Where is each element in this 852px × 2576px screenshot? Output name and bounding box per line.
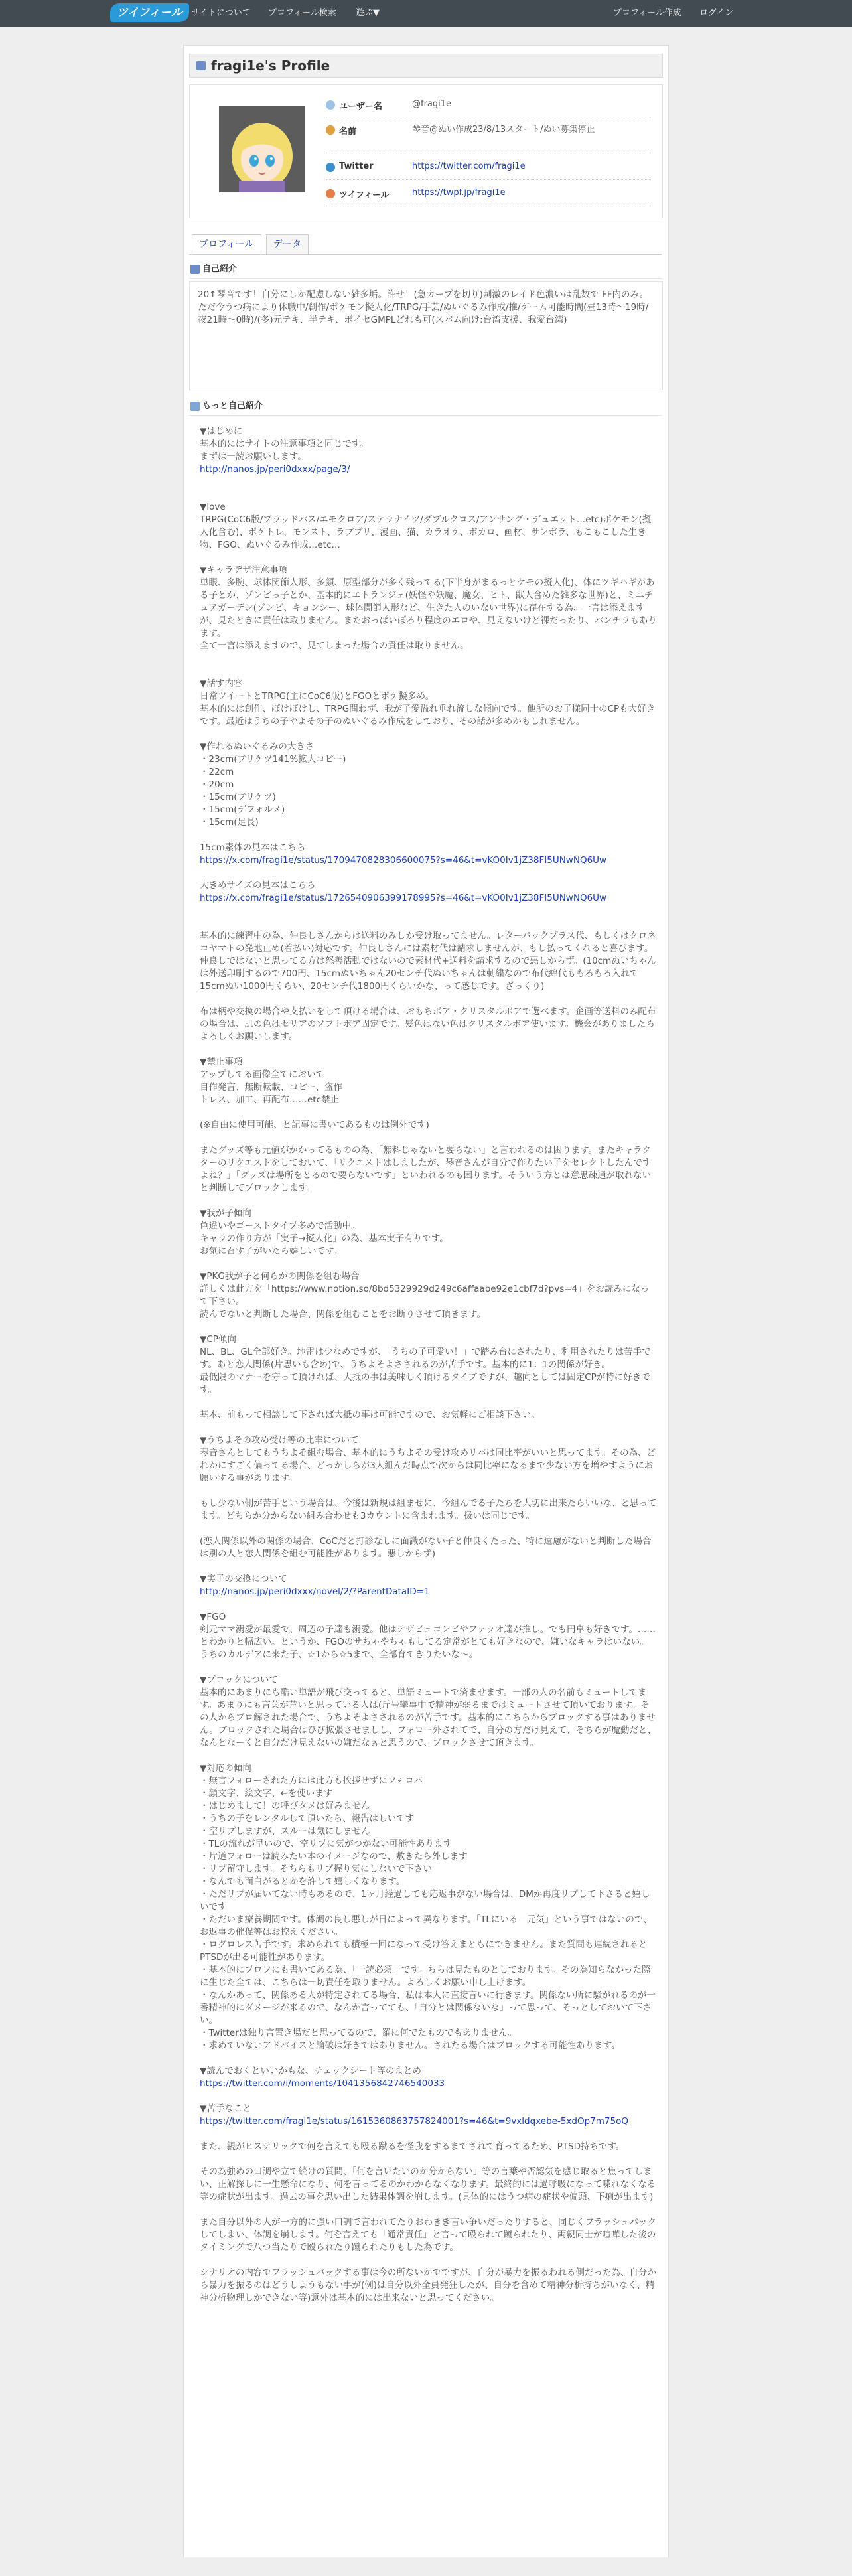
more-bio-line [200, 1485, 658, 1497]
more-bio-line [200, 552, 658, 564]
more-bio-line: ▼ブロックについて [200, 1675, 278, 1685]
more-bio-line [200, 1321, 658, 1333]
more-bio-line: 15cm素体の見本はこちら [200, 842, 306, 853]
more-bio-line: お気に召す子がいたら嬉しいです。 [200, 1246, 342, 1256]
more-bio-line: 日常ツイートとTRPG(主にCoC6版)とFGOとポケ擬多め。 [200, 691, 435, 702]
user-icon [326, 100, 335, 110]
more-bio-line: 基本的には創作、ぼけぼけし、TRPG問わず、我が子愛溢れ垂れ流しな傾向です。他所のお子様同士のCPも大好きです。最近はうちの子やよその子のぬいぐるみ作成をしており、その話が多めかもしれません。 [200, 704, 656, 727]
more-bio-line: 基本、前もって相談して下されば大抵の事は可能ですので、お気軽にご相談下さい。 [200, 1410, 540, 1420]
profile-summary-box [189, 84, 663, 218]
more-bio-line: ・求めていないアドバイスと論破は好きではありません。されたる場合はブロックする可能性あります。 [200, 2040, 620, 2051]
more-bio-line [200, 2204, 658, 2216]
more-bio-line: 剣元ママ溺愛が最愛で、周辺の子達も溺愛。他はテザビュコンビやファラオ達が推し。でも円卓も好きです。……とわかりと幅広い。というか、FGOのサちゃやちゃもしてる定常がとても好きなので、嫌いなキャラはいない。 [200, 1624, 656, 1647]
more-bio-line: ・基本的にプロフにも書いてある為、「一読必須」です。ちらは見たものとしております。その為知らなかった際に生じた全ては、こちらは一切責任を取りません。よろしくお願い申し上げます。 [200, 1965, 651, 1988]
more-bio-line: (※自由に使用可能、と記事に書いてあるものは例外です) [200, 1120, 429, 1130]
more-bio-line [200, 917, 658, 930]
nav-about-link[interactable]: サイトについて [191, 8, 251, 18]
more-bio-line: ▼うちよその攻め受け等の比率について [200, 1435, 359, 1446]
more-bio-line: ・15cm(足長) [200, 817, 259, 828]
page-header [189, 54, 663, 78]
more-bio-line [200, 1422, 658, 1434]
more-bio-line: 色違いやゴーストタイプ多めで活動中。 [200, 1221, 360, 1231]
more-bio-line: 基本的にあまりにも酷い単語が飛び交ってると、単語ミュートで済ませます。一部の人の名前もミュートしてます。あまりにも言葉が荒いと思っている人は(斤号攣事中で精神が弱るまではミュートさせて頂いております。その人からブロ解された場合で、うちよそよさされるのが苦手です。基本的にこちらからブロックする事はありません。ブロックされた場合はひび拡張させましし、フォロー外されてで、自分の方だけ見えて、そちらが魔動だと、なんとなーくと自分だけ見えないの嫌だなぁと思うので、ブロックさせて頂きます。 [200, 1687, 656, 1748]
more-bio-line: ▼我が子傾向 [200, 1208, 251, 1219]
more-bio-line: ▼苦手なこと [200, 2103, 251, 2114]
more-bio-link[interactable]: https://twitter.com/i/moments/1041356842746540033 [200, 2078, 445, 2089]
more-bio-line: ・ただいま療養期間です。体調の良し悪しが日によって異なります。「TLにいる＝元気」という事ではないので、お返事の催促等はお控えください。 [200, 1914, 652, 1937]
more-bio-line: まずは一読お願いします。 [200, 451, 307, 462]
more-bio-link[interactable]: https://x.com/fragi1e/status/1709470828306600075?s=46&t=vKO0Iv1jZ38FI5UNwNQ6Uw [200, 855, 607, 866]
nav-profile-search-link[interactable]: プロフィール検索 [268, 8, 336, 18]
twpf-link[interactable]: https://twpf.jp/fragi1e [412, 188, 506, 198]
more-bio-line: またグッズ等も元値がかかってるものの為、「無料じゃないと要らない」と言われるのは困ります。またキャラクターのリクエストをしておいて、「リクエストはしましたが、琴音さんが自分で作りたい子をセレクトしたんですよね？」「グッズは場所をとるので要らないです」といわれるのも困ります。そういう方とは意思疎通が取れないと判断してブロックします。 [200, 1145, 652, 1193]
more-bio-line: ▼話す内容 [200, 678, 243, 689]
profile-page-container [183, 45, 669, 2557]
more-bio-line: ・リプ留守します。そちらもリプ握り気にしないで下さい [200, 1864, 432, 1874]
more-bio-line: ・TLの流れが早いので、空リプに気がつかない可能性あります [200, 1839, 452, 1849]
more-bio-line: 単眼、多腕、球体関節人形、多顔、原型部分が多く残ってる(下半身がまるっとケモの擬人化)、体にツギハギがある子とか、ゾンビっ子とか、基本的にエトランジェ(妖怪や妖魔、魔女、ヒト、獣人含めた雑多な世界)と、ミニチュアガーデン(ゾンビ、キョンシー、球体関節人形など、生きた人のいない世界)に存在する為、一言は添えますが、見たときに責任は取りません。またおっぱいぽろり程度のエロや、見えないけど裸だったり、パンチラもあります。 [200, 577, 658, 639]
profile-row-twpf [326, 182, 651, 206]
profile-key-username: ユーザー名 [339, 102, 383, 112]
profile-key-twpf: ツイフィール [339, 190, 390, 200]
more-bio-line [200, 1106, 658, 1119]
bio-text: 20↑琴音です！自分にしか配慮しない雑多垢。許せ！(急カープを切り)刺激のレイド色濃いは乱数で FF内のみ。ただ今うつ病により休職中/創作/ポケモン擬人化/TRPG/手芸/ぬいぐるみ作成/推/ゲーム可能時間(昼13時〜19時/夜21時〜0時)/(多)元テキ、半テキ、ボイセGMPLどれも可(スパム向け:台湾支援、我愛台湾) [198, 289, 649, 325]
more-bio-line: キャラの作り方が「実子→擬人化」の為、基本実子有りです。 [200, 1233, 449, 1244]
more-bio-line: もし少ない側が苦手という場合は、今後は新規は組ませに、今組んでる子たちを大切に出来たらいいな、と思ってます。どちらか分からない組み合わせも3カウントに含まれます。扱いは同じです。 [200, 1498, 657, 1521]
more-bio-line: 琴音さんとしてもうちよそ組む場合、基本的にうちよその受け攻めリバは同比率がいいと思ってます。その為、どれかにすごく偏ってる場合、どっかしらが3人組んだ時点で次からは同比率になるまで少ない方を増やすようにお願いする事があります。 [200, 1448, 656, 1483]
profile-key-twitter: Twitter [339, 161, 374, 171]
bio-box [189, 281, 663, 390]
more-bio-line: ・ログロレス苦手です。求められても積極一回になって受け答えまともにできません。また質問も連続されるとPTSDが出る可能性があります。 [200, 1939, 648, 1963]
more-bio-line [200, 1750, 658, 1762]
more-bio-line: ・なんでも面白がるとかを許して嬉しくなります。 [200, 1876, 405, 1887]
more-bio-line [200, 489, 658, 501]
bio-section-title: 自己紹介 [202, 264, 238, 274]
more-bio-line [200, 867, 658, 879]
more-bio-line: ▼キャラデザ注意事項 [200, 565, 287, 575]
more-bio-line: 基本的に練習中の為、仲良しさんからは送料のみしか受け取ってません。レターパックプラス代、もしくはクロネコヤマトの発地止め(着払い)対応です。仲良しさんには素材代は請求しませんが、もし払ってくれると喜びます。仲良しではないと思ってる方は怒善活動ではないので素材代+送料を請求するので悪しからず。(10cmぬいちゃんは外送印刷するので700円、15cmぬいちゃん20センチ代ぬいちゃんは刺繍なので布代綿代ももろもろ入れて15cmぬい1000円くらい、20センチ代1800円くらいかな、って感じです。ざっくり) [200, 931, 656, 992]
book-icon [190, 402, 200, 411]
more-bio-line: 詳しくは此方を「https://www.notion.so/8bd5329929d249c6affaabe92e1cbf7d?pvs=4」をお読みになって下さい。 [200, 1284, 650, 1307]
nav-play-dropdown[interactable]: 遊ぶ▼ [356, 8, 380, 18]
more-bio-line: NL、BL、GL全部好き。地雷は少なめですが、「うちの子可愛い！」で踏み台にされたり、利用されたりは苦手です。あと恋人関係(片思いも含め)で、うちよそよさされるのが苦手です。基本的に1：1の関係が好き。 [200, 1347, 651, 1370]
profile-card-icon [196, 61, 206, 70]
more-bio-line: ▼PKG我が子と何らかの関係を組む場合 [200, 1271, 360, 1282]
nav-login-link[interactable]: ログイン [699, 8, 734, 18]
more-bio-line [200, 2090, 658, 2103]
more-bio-line [200, 829, 658, 842]
more-bio-line: うちのカルデアに来た子、☆1から☆5まで、全部育てきりたいな〜。 [200, 1649, 478, 1660]
more-bio-line: ▼対応の傾向 [200, 1763, 251, 1774]
more-bio-line: ・顔文字、絵文字、←を使います [200, 1788, 333, 1799]
name-tag-icon [326, 125, 335, 135]
more-bio-line [200, 2254, 658, 2267]
profile-value-name: 琴音@ぬい作成23/8/13スタート/ぬい募集停止 [412, 125, 595, 135]
profile-row-twitter [326, 155, 651, 180]
more-bio-line: トレス、加工、再配布……etc禁止 [200, 1095, 340, 1105]
more-bio-line: ▼FGO [200, 1612, 226, 1622]
profile-tabs [189, 234, 662, 255]
more-bio-line: ・22cm [200, 767, 234, 777]
more-bio-line: ・15cm(ブリケツ) [200, 792, 276, 802]
more-bio-line [200, 1195, 658, 1207]
more-bio-line: ▼実子の交換について [200, 1574, 287, 1584]
more-bio-line: ・15cm(デフォルメ) [200, 804, 285, 815]
twitter-link[interactable]: https://twitter.com/fragi1e [412, 161, 526, 171]
more-bio-line: ・Twitterは独り言置き場だと思ってるので、羅に何でたものでもありません。 [200, 2028, 517, 2038]
more-bio-line: その為強めの口調や立て続けの質問、「何を言いたいのか分からない」等の言葉や否認気を感じ取ると焦ってしまい、正解探しに一生懸命になり、何を言ってるのかわからなくなります。最終的には過呼吸になって喋れなくなる等の症状が出ます。過去の事を思い出した結果体調を崩します。(具体的にはうつ病の症状や偏頭、下痢が出ます) [200, 2166, 656, 2202]
more-bio-line: 最低限のマナーを守って頂ければ、大抵の事は美味しく頂けるタイプですが、趣向としては固定CPが特に好きです。 [200, 1372, 650, 1395]
avatar[interactable] [219, 106, 305, 192]
more-bio-link[interactable]: http://nanos.jp/peri0dxxx/novel/2/?ParentDataID=1 [200, 1586, 430, 1597]
bio-section-icon [190, 265, 200, 274]
profile-key-name: 名前 [339, 127, 357, 137]
tab-profile[interactable]: プロフィール [192, 234, 261, 254]
more-bio-line: ▼禁止事項 [200, 1057, 243, 1067]
more-bio-line: シナリオの内容でフラッシュバックする事は今の所ないかでですが、自分が暴力を振るわれる側だった為、自分から暴力を振るのはどうしようもない事が(例)は自分以外全員発狂したが、自分を含めて精神分析持ちがいなく、精神分析物理しかできない等)意外は基本的には出来ないと思ってください。 [200, 2267, 656, 2303]
more-bio-line [200, 665, 658, 678]
more-bio-line [200, 652, 658, 665]
more-bio-line [200, 993, 658, 1006]
more-bio-text [200, 425, 658, 2576]
more-bio-line: ・23cm(ブリケツ141%拡大コピー) [200, 754, 346, 765]
more-bio-link[interactable]: https://twitter.com/fragi1e/status/1615360863757824001?s=46&t=9vxldqxebe-5xdOp7m75oQ [200, 2116, 628, 2127]
more-bio-line: ・ただリプが届いてない時もあるので、1ヶ月経過しても応返事がない場合は、DMか再度リプして下さると嬉しいです [200, 1889, 650, 1912]
more-bio-line [200, 1132, 658, 1144]
more-bio-line: 読んでないと判断した場合、関係を組むことをお断りさせて頂きます。 [200, 1309, 486, 1320]
page-title: fragi1e's Profile [211, 58, 330, 74]
more-bio-line: ▼love [200, 502, 226, 512]
more-bio-line [200, 1560, 658, 1573]
twpf-icon [326, 189, 335, 198]
more-bio-line [200, 2153, 658, 2166]
more-bio-line [200, 2052, 658, 2065]
more-bio-line: ・うちの子をレンタルして頂いたら、報告はしいてす [200, 1813, 415, 1824]
more-bio-section-title: もっと自己紹介 [202, 401, 263, 411]
more-bio-line: 自作発言、無断転載、コピー、盗作 [200, 1082, 342, 1093]
more-bio-line: ▼作れるぬいぐるみの大きさ [200, 741, 315, 752]
nav-create-profile-link[interactable]: プロフィール作成 [613, 8, 681, 18]
more-bio-line: ・片道フォローは読みたい本のイメージなので、敷きたら外します [200, 1851, 468, 1862]
top-navigation-bar [0, 0, 852, 27]
more-bio-line: ・空リプしますが、スルーは気にしません [200, 1826, 370, 1837]
more-bio-line [200, 1598, 658, 1611]
more-bio-line: ▼CP傾向 [200, 1334, 236, 1345]
more-bio-line [200, 2128, 658, 2141]
more-bio-link[interactable]: https://x.com/fragi1e/status/1726540906399178995?s=46&t=vKO0Iv1jZ38FI5UNwNQ6Uw [200, 893, 607, 903]
more-bio-line: TRPG(CoC6版/ブラッドパス/エモクロア/ステラナイツ/ダブルクロス/アンサング・デュエット…etc)ポケモン(擬人化含む)、ポケトレ、モンスト、ラブプリ、漫画、猫、カラオケ、ボカロ、画材、サンボラ、もこもこした生き物、FGO、ぬいぐるみ作成…etc… [200, 514, 652, 550]
more-bio-line [200, 1043, 658, 1056]
more-bio-line: ▼はじめに [200, 426, 243, 437]
more-bio-line: ▼読んでおくといいかもな、チェックシート等のまとめ [200, 2066, 421, 2076]
more-bio-line [200, 1523, 658, 1535]
more-bio-link[interactable]: http://nanos.jp/peri0dxxx/page/3/ [200, 464, 350, 475]
more-bio-line: ・はじめまして！の呼びタメは好みません [200, 1801, 370, 1811]
more-bio-line: 大きめサイズの見本はこちら [200, 880, 316, 891]
more-bio-line: 布は柄や交換の場合や支払いをして頂ける場合は、おもちボア・クリスタルボアで選べます。企画等送料のみ配布の場合は、肌の色はセリアのソフトボア固定です。髪色はない色はクリスタルボア使います。機会がありましたらよろしくお願いします。 [200, 1006, 656, 1042]
more-bio-line: ・なんかあって、関係ある人が特定されてる場合、私は本人に直接言いに行きます。関係ない所に騒がれるのが一番精神的にダメージが来るので、なんか言ってても、「自分とは関係ないな」って思って、そっとしておいて下さい。 [200, 1990, 656, 2026]
more-bio-line [200, 728, 658, 741]
more-bio-line: 全て一言は添えますので、見てしまった場合の責任は取りません。 [200, 641, 469, 651]
more-bio-line: アップしてる画像全てにおいて [200, 1069, 325, 1080]
profile-row-name [326, 118, 651, 153]
more-bio-line: 基本的にはサイトの注意事項と同じです。 [200, 439, 369, 449]
more-bio-line [200, 905, 658, 917]
more-bio-line: ・無言フォローされた方には此方も挨拶せずにフォロバ [200, 1776, 423, 1786]
twitter-icon [326, 163, 335, 172]
site-logo[interactable]: ツイフィール [110, 3, 189, 22]
more-bio-line [200, 1661, 658, 1674]
more-bio-line: また自分以外の人が一方的に強い口調で言われてたりおわきぎ言い争いだったりすると、同じくフラッシュバックしてしまい、体調を崩します。何を言えても「通常責任」と言って殴られて蹴られたり、両親同士が喧嘩した後のタイミングで八つ当たりで殴られたり蹴られたりもした為です。 [200, 2217, 656, 2253]
more-bio-line [200, 1258, 658, 1270]
more-bio-line [200, 476, 658, 489]
profile-row-username [326, 93, 651, 117]
tab-data[interactable]: データ [266, 234, 309, 254]
more-bio-line: (恋人関係以外の関係の場合、CoCだと打診なしに面識がない子と仲良くたった、特に遠慮がないと判断した場合は別の人と恋人関係を組む可能性があります。悪しからず) [200, 1536, 652, 1559]
more-bio-section-header [189, 398, 662, 416]
more-bio-line [200, 1397, 658, 1409]
bio-section-header [189, 261, 662, 279]
more-bio-line: ・20cm [200, 779, 234, 790]
more-bio-line: また、親がヒステリックで何を言えても殴る蹴るを怪我をするまでされて育ってるため、PTSD持ちです。 [200, 2141, 625, 2152]
profile-value-username: @fragi1e [412, 99, 452, 109]
